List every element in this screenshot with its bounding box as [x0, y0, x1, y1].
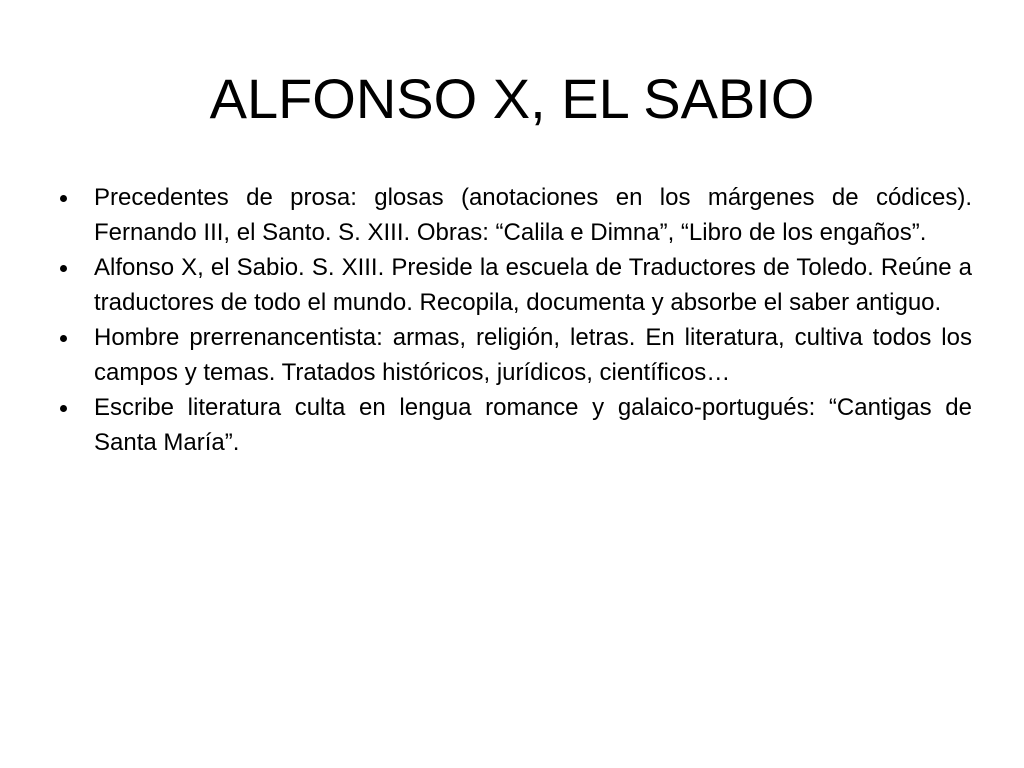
bullet-item	[56, 390, 972, 460]
bullet-text: Precedentes de prosa: glosas (anotaciones en los márgenes de códices). Fernando III, el Santo. S. XIII. Obras: “Calila e Dimna”, “Libro de los engaños”.	[94, 184, 972, 246]
bullet-list	[56, 180, 972, 460]
bullet-text: Alfonso X, el Sabio. S. XIII. Preside la escuela de Traductores de Toledo. Reúne a traductores de todo el mundo. Recopila, documenta y absorbe el saber antiguo.	[94, 254, 972, 316]
bullet-dot-icon	[60, 335, 67, 342]
bullet-dot-icon	[60, 195, 67, 202]
slide-title: ALFONSO X, EL SABIO	[209, 67, 815, 130]
bullet-item	[56, 250, 972, 320]
bullet-dot-icon	[60, 265, 67, 272]
bullet-item	[56, 180, 972, 250]
bullet-dot-icon	[60, 405, 67, 412]
bullet-text: Escribe literatura culta en lengua romance y galaico-portugués: “Cantigas de Santa María”.	[94, 394, 972, 456]
bullet-item	[56, 320, 972, 390]
bullet-text: Hombre prerrenancentista: armas, religión, letras. En literatura, cultiva todos los campos y temas. Tratados históricos, jurídicos, científicos…	[94, 324, 972, 386]
